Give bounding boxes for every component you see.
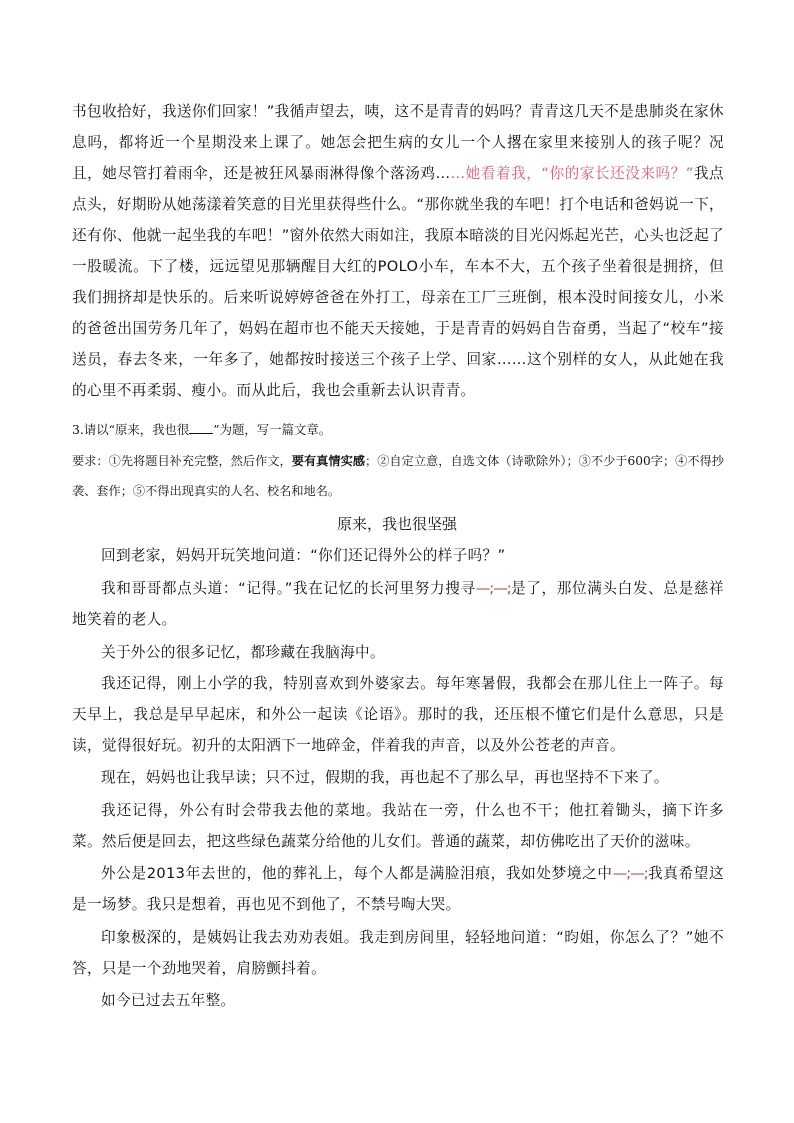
essay-paragraph	[72, 573, 724, 635]
em-dash: —;—;	[612, 865, 648, 882]
requirements-emphasis: 要有真情实感	[291, 454, 365, 468]
essay-text: 是了，那位满头白发、总是慈祥地笑着的老人。	[72, 580, 724, 628]
question-prefix: 3.请以“原来，我也很	[72, 422, 190, 437]
essay-text: 我和哥哥都点头道：“记得。”我在记忆的长河里努力搜寻	[101, 580, 476, 597]
requirements-text	[72, 446, 724, 506]
question-prompt	[72, 416, 724, 444]
requirements-part1: 要求：①先将题目补充完整，然后作文，	[72, 454, 292, 468]
essay-paragraph: 现在，妈妈也让我早读；只不过，假期的我，再也起不了那么早，再也坚持不下来了。	[101, 769, 669, 786]
essay-paragraph: 回到老家，妈妈开玩笑地问道：“你们还记得外公的样子吗？”	[101, 547, 506, 564]
question-suffix: ”为题，写一篇文章。	[213, 422, 332, 437]
essay-paragraph: 如今已过去五年整。	[101, 992, 236, 1009]
em-dash: —;—;	[475, 580, 511, 597]
essay-paragraph: 我还记得，外公有时会带我去他的菜地。我站在一旁，什么也不干；他扛着锄头，摘下许多菜。然后便是回去，把这些绿色蔬菜分给他的儿女们。普通的蔬菜，却仿佛吃出了天价的滋味。	[72, 802, 724, 850]
essay-text: 我真希望这是一场梦。我只是想着，再也见不到他了，不禁号啕大哭。	[72, 865, 724, 913]
essay-title: 原来，我也很坚强	[336, 515, 457, 533]
requirements-part2: ；②自定立意，自选文体（诗歌除外）；③不少于600字；④不得抄袭、套作；⑤不得出现真实的人名、校名和地名。	[72, 454, 724, 498]
essay-paragraph: 关于外公的很多记忆，都珍藏在我脑海中。	[101, 644, 385, 661]
essay-paragraph: 印象极深的，是姨妈让我去劝劝表姐。我走到房间里，轻轻地问道：“昀姐，你怎么了？”她不答，只是一个劲地哭着，肩膀颤抖着。	[72, 929, 724, 977]
passage-highlight-text: …她看着我，“你的家长还没来吗？”	[450, 165, 694, 182]
essay-paragraph: 我还记得，刚上小学的我，特别喜欢到外婆家去。每年寒暑假，我都会在那儿住上一阵子。每天早上，我总是早早起床，和外公一起读《论语》。那时的我，还压根不懂它们是什么意思，只是读，觉得很好玩。初升的太阳洒下一地碎金，伴着我的声音，以及外公苍老的声音。	[72, 675, 724, 754]
question-blank	[189, 421, 213, 434]
passage-text: 我点点头，好期盼从她荡漾着笑意的目光里获得些什么。“那你就坐我的车吧！打个电话和爸妈说一下，还有你、他就一起坐我的车吧！”窗外依然大雨如注，我原本暗淡的目光闪烁起光芒，心头也泛起了一股暖流。下了楼，远远望见那辆醒目大红的POLO小车，车本不大，五个孩子坐着很是拥挤，但我们拥挤却是快乐的。后来听说婷婷爸爸在外打工，母亲在工厂三班倒，根本没时间接女儿，小米的爸爸出国劳务几年了，妈妈在超市也不能天天接她，于是青青的妈妈自告奋勇，当起了“校车”接送员，春去冬来，一年多了，她都按时接送三个孩子上学、回家……这个别样的女人，从此她在我的心里不再柔弱、瘦小。而从此后，我也会重新去认识青青。	[72, 165, 724, 399]
passage-paragraph	[72, 96, 724, 406]
essay-text: 外公是2013年去世的，他的葬礼上，每个人都是满脸泪痕，我如处梦境之中	[101, 865, 613, 882]
essay-paragraph	[72, 858, 724, 920]
passage-text: 书包收拾好，我送你们回家！”我循声望去，咦，这不是青青的妈吗？青青这几天不是患肺炎在家休息吗，都将近一个星期没来上课了。她怎会把生病的女儿一个人撂在家里来接别人的孩子呢？况且，她尽管打着雨伞，还是被狂风暴雨淋得像个落汤鸡…	[72, 103, 724, 182]
